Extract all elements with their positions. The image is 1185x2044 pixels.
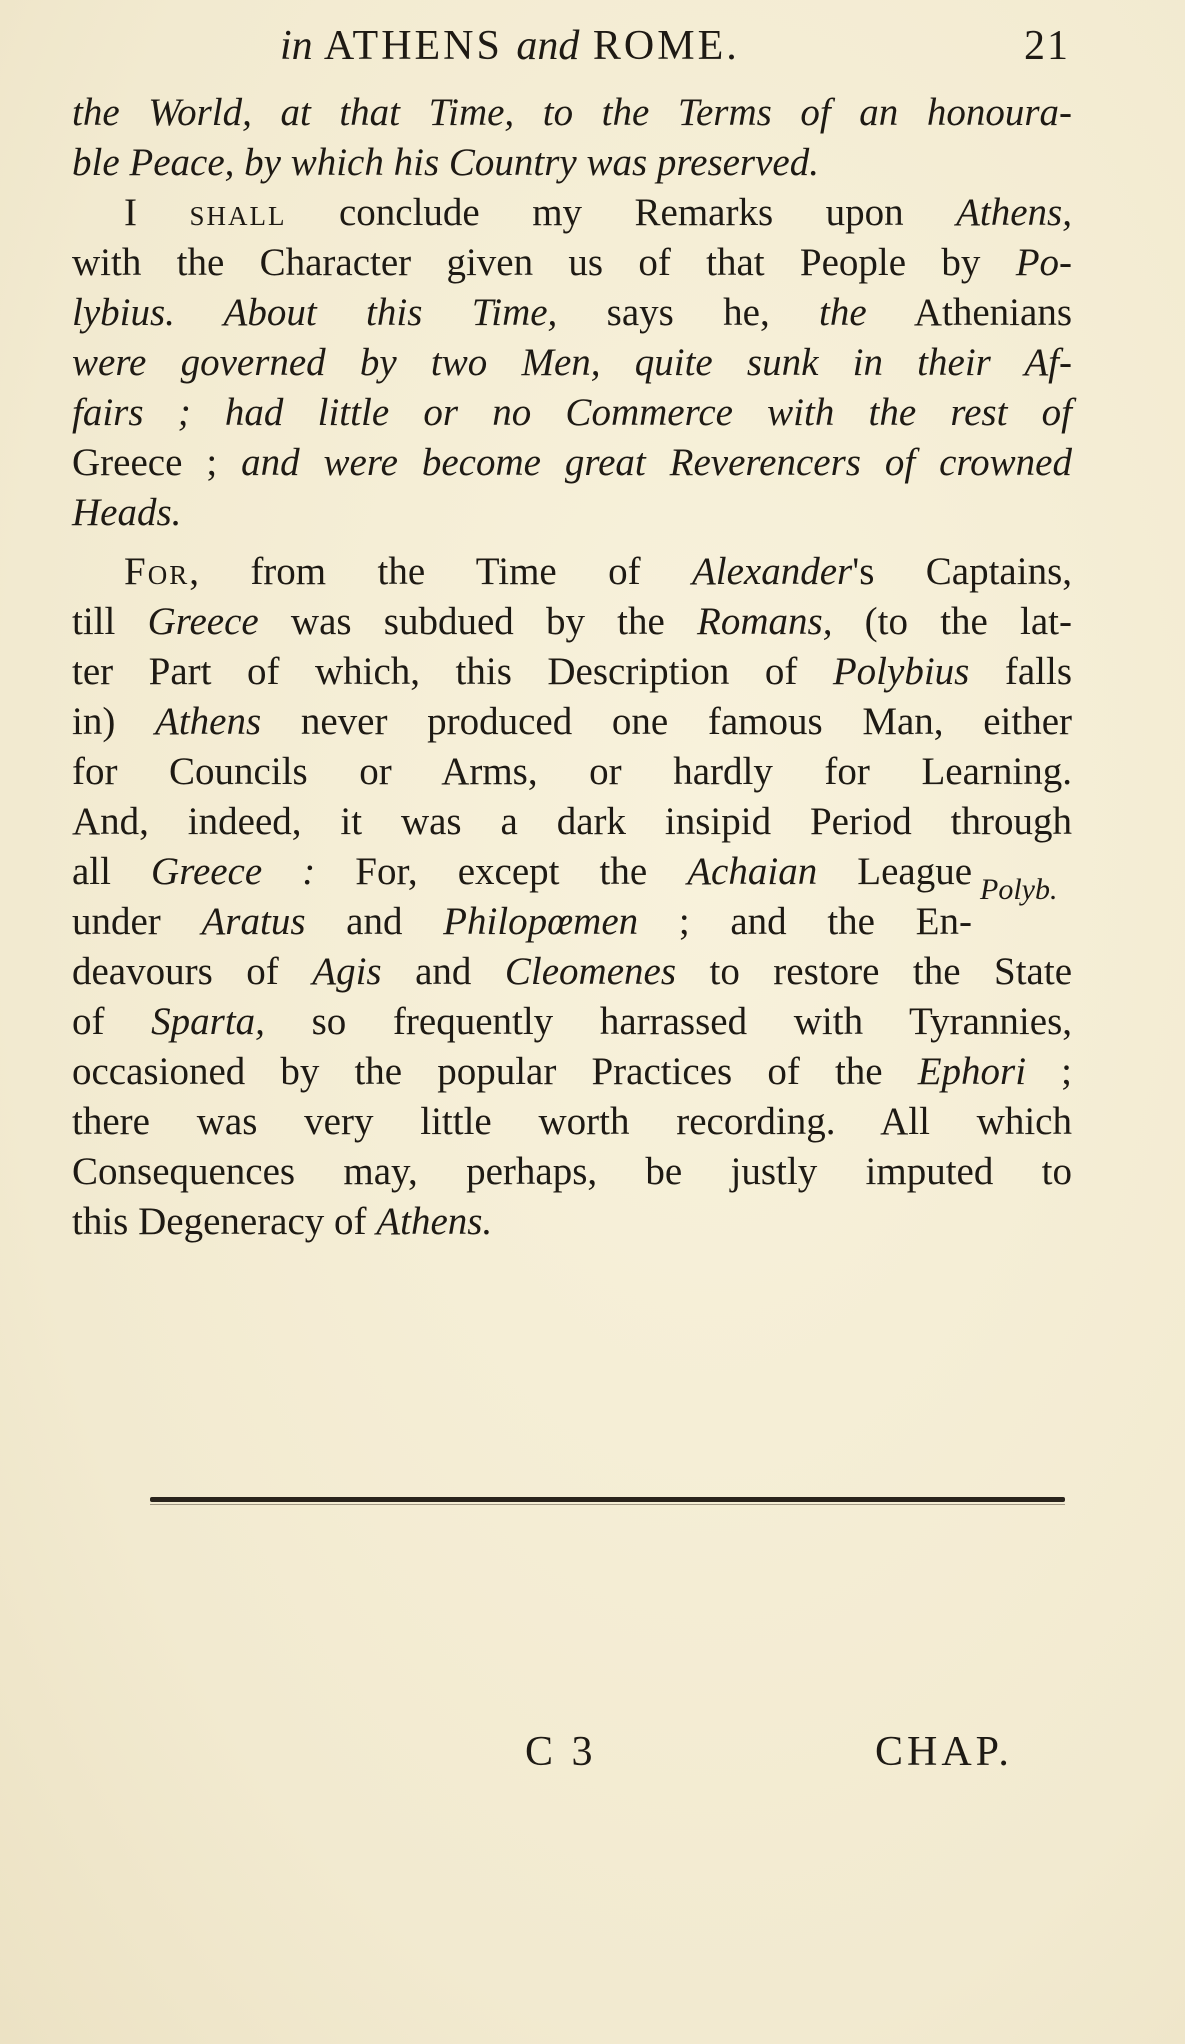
- text-line: for Councils or Arms, or hardly for Learning.: [72, 750, 1072, 793]
- text-line: ble Peace, by which his Country was preserved.: [72, 141, 819, 184]
- signature-mark: C 3: [525, 1729, 597, 1775]
- text-line: deavours of Agis and Cleomenes to restore the State: [72, 950, 1072, 993]
- margin-note: Polyb.: [980, 873, 1058, 906]
- text-line: ter Part of which, this Description of Polybius falls: [72, 650, 1072, 693]
- section-divider: [150, 1497, 1065, 1502]
- text-line: Heads.: [72, 491, 182, 534]
- text-line: under Aratus and Philopœmen ; and the En-: [72, 900, 972, 943]
- section-divider-thin: [150, 1504, 1065, 1505]
- text-line: occasioned by the popular Practices of the Ephori ;: [72, 1050, 1072, 1093]
- text-line: the World, at that Time, to the Terms of an honoura-: [72, 91, 1072, 134]
- text-line: this Degeneracy of Athens.: [72, 1200, 493, 1243]
- text-line: in) Athens never produced one famous Man, either: [72, 700, 1072, 743]
- text-line: Greece ; and were become great Reverencers of crowned: [72, 441, 1072, 484]
- text-block: [72, 88, 1072, 1247]
- text-line: all Greece : For, except the Achaian League: [72, 850, 973, 893]
- text-line: with the Character given us of that People by Po-: [72, 241, 1072, 284]
- text-line: till Greece was subdued by the Romans, (to the lat-: [72, 600, 1073, 643]
- text-line: there was very little worth recording. All which: [72, 1100, 1072, 1143]
- text-line: I shall conclude my Remarks upon Athens,: [124, 191, 1072, 234]
- text-line: lybius. About this Time, says he, the Athenians: [72, 291, 1072, 334]
- catchword: CHAP.: [875, 1729, 1013, 1775]
- text-line: fairs ; had little or no Commerce with the rest of: [72, 391, 1072, 434]
- running-header: [280, 22, 1080, 72]
- text-line: For, from the Time of Alexander's Captains,: [124, 550, 1073, 593]
- text-line: were governed by two Men, quite sunk in their Af-: [72, 341, 1072, 384]
- text-line: And, indeed, it was a dark insipid Period through: [72, 800, 1072, 843]
- text-line: Consequences may, perhaps, be justly imputed to: [72, 1150, 1072, 1193]
- page-number: 21: [1024, 23, 1070, 69]
- running-title: in ATHENS and ROME.: [280, 23, 740, 69]
- text-line: of Sparta, so frequently harrassed with Tyrannies,: [72, 1000, 1072, 1043]
